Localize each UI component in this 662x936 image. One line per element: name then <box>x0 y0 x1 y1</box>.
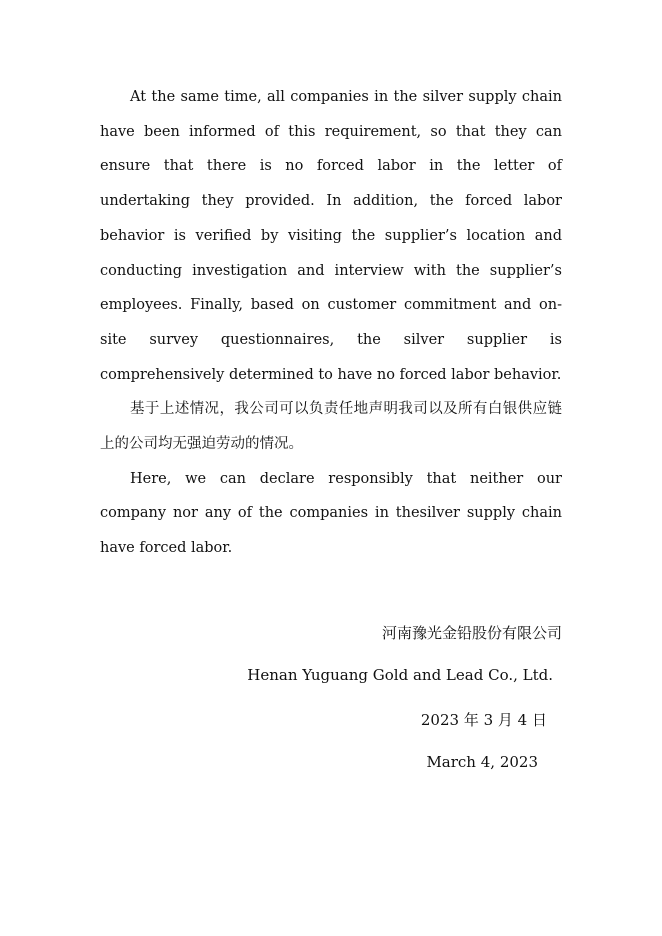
signature-company-english: Henan Yuguang Gold and Lead Co., Ltd. <box>247 666 553 684</box>
paragraph-declaration-english: Here, we can declare responsibly that neither our company nor any of the companies in thesilver supply chain have forced labor. <box>100 470 562 557</box>
paragraph-supply-chain-verification: At the same time, all companies in the silver supply chain have been informed of this requirement, so that they can ensure that there is no forced labor in the letter of undertaking they provided. In addition, the forced labor behavior is verified by visiting the supplier’s location and conducting investigation and interview with the supplier’s employees. Finally, based on customer commitment and on-site survey questionnaires, the silver supplier is comprehensively determined to have no forced labor behavior. <box>100 89 562 383</box>
signature-date-chinese: 2023 年 3 月 4 日 <box>420 711 547 729</box>
signature-date-english: March 4, 2023 <box>426 753 538 771</box>
paragraph-declaration-chinese: 基于上述情况，我公司可以负责任地声明我司以及所有白银供应链上的公司均无强迫劳动的情况。 <box>100 401 562 453</box>
signature-company-chinese: 河南豫光金铅股份有限公司 <box>381 624 562 642</box>
document-body <box>100 80 562 566</box>
